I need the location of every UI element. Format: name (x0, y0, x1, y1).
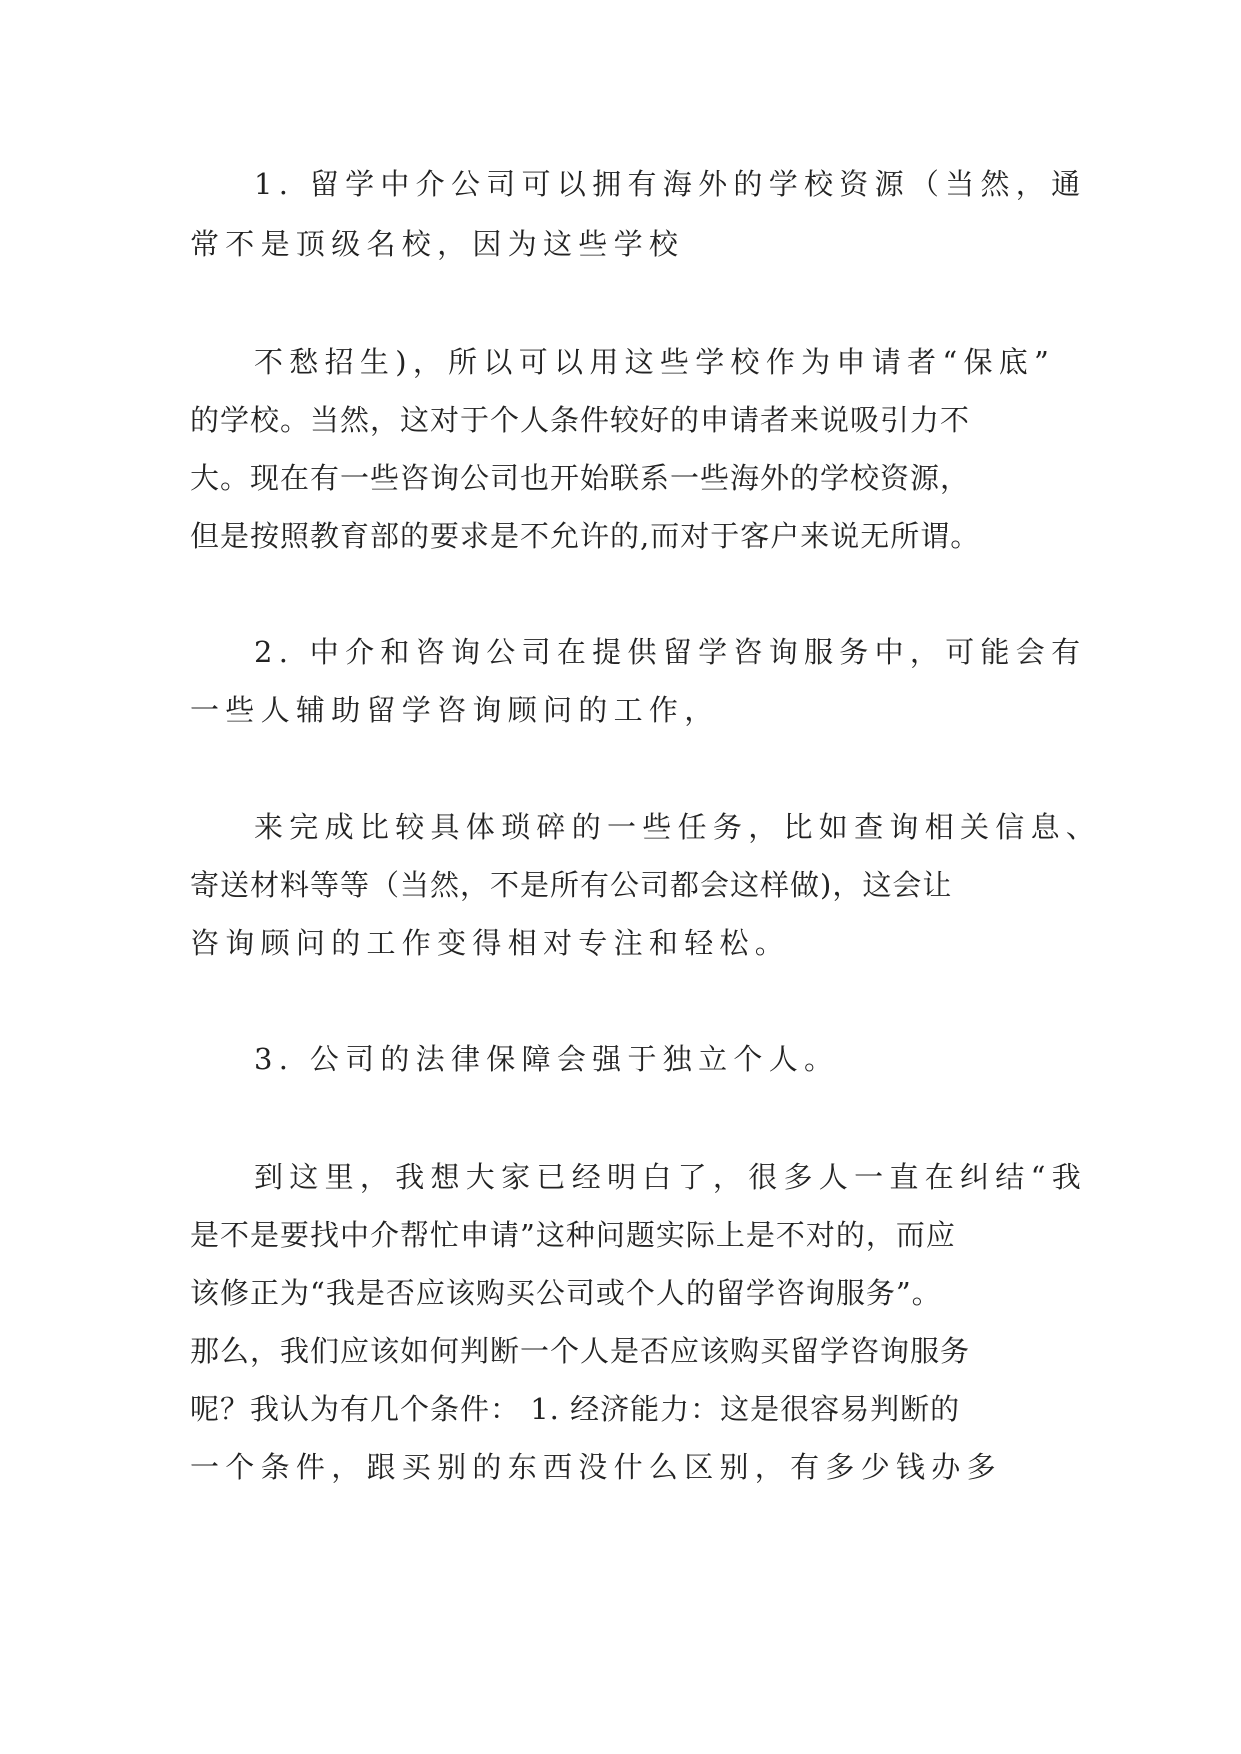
paragraph-2-line-1: 不愁招生)，所以可以用这些学校作为申请者“保底” (254, 345, 1056, 379)
paragraph-2-line-2: 的学校。当然，这对于个人条件较好的申请者来说吸引力不 (190, 403, 971, 437)
paragraph-4-line-1: 来完成比较具体琐碎的一些任务，比如查询相关信息、 (254, 810, 1102, 844)
paragraph-6-line-3: 该修正为“我是否应该购买公司或个人的留学咨询服务”。 (190, 1276, 942, 1310)
paragraph-6-line-2: 是不是要找中介帮忙申请”这种问题实际上是不对的，而应 (190, 1218, 956, 1252)
paragraph-1-line-1: 1. 留学中介公司可以拥有海外的学校资源（当然，通 (254, 167, 1087, 201)
paragraph-6-line-6: 一个条件，跟买别的东西没什么区别，有多少钱办多 (190, 1450, 1002, 1484)
paragraph-3-line-1: 2. 中介和咨询公司在提供留学咨询服务中，可能会有 (254, 635, 1087, 669)
paragraph-1-line-2: 常不是顶级名校，因为这些学校 (190, 227, 685, 261)
paragraph-6-line-1: 到这里，我想大家已经明白了，很多人一直在纠结“我 (254, 1160, 1088, 1194)
paragraph-3-line-2: 一些人辅助留学咨询顾问的工作， (190, 693, 720, 727)
paragraph-4-line-3: 咨询顾问的工作变得相对专注和轻松。 (190, 926, 791, 960)
paragraph-6-line-5: 呢？我认为有几个条件： 1. 经济能力：这是很容易判断的 (190, 1392, 961, 1426)
paragraph-4-line-2: 寄送材料等等（当然，不是所有公司都会这样做)，这会让 (190, 868, 953, 902)
paragraph-5-line-1: 3. 公司的法律保障会强于独立个人。 (254, 1042, 840, 1076)
paragraph-2-line-4: 但是按照教育部的要求是不允许的,而对于客户来说无所谓。 (190, 519, 981, 553)
paragraph-6-line-4: 那么，我们应该如何判断一个人是否应该购买留学咨询服务 (190, 1334, 971, 1368)
paragraph-2-line-3: 大。现在有一些咨询公司也开始联系一些海外的学校资源， (190, 461, 971, 495)
